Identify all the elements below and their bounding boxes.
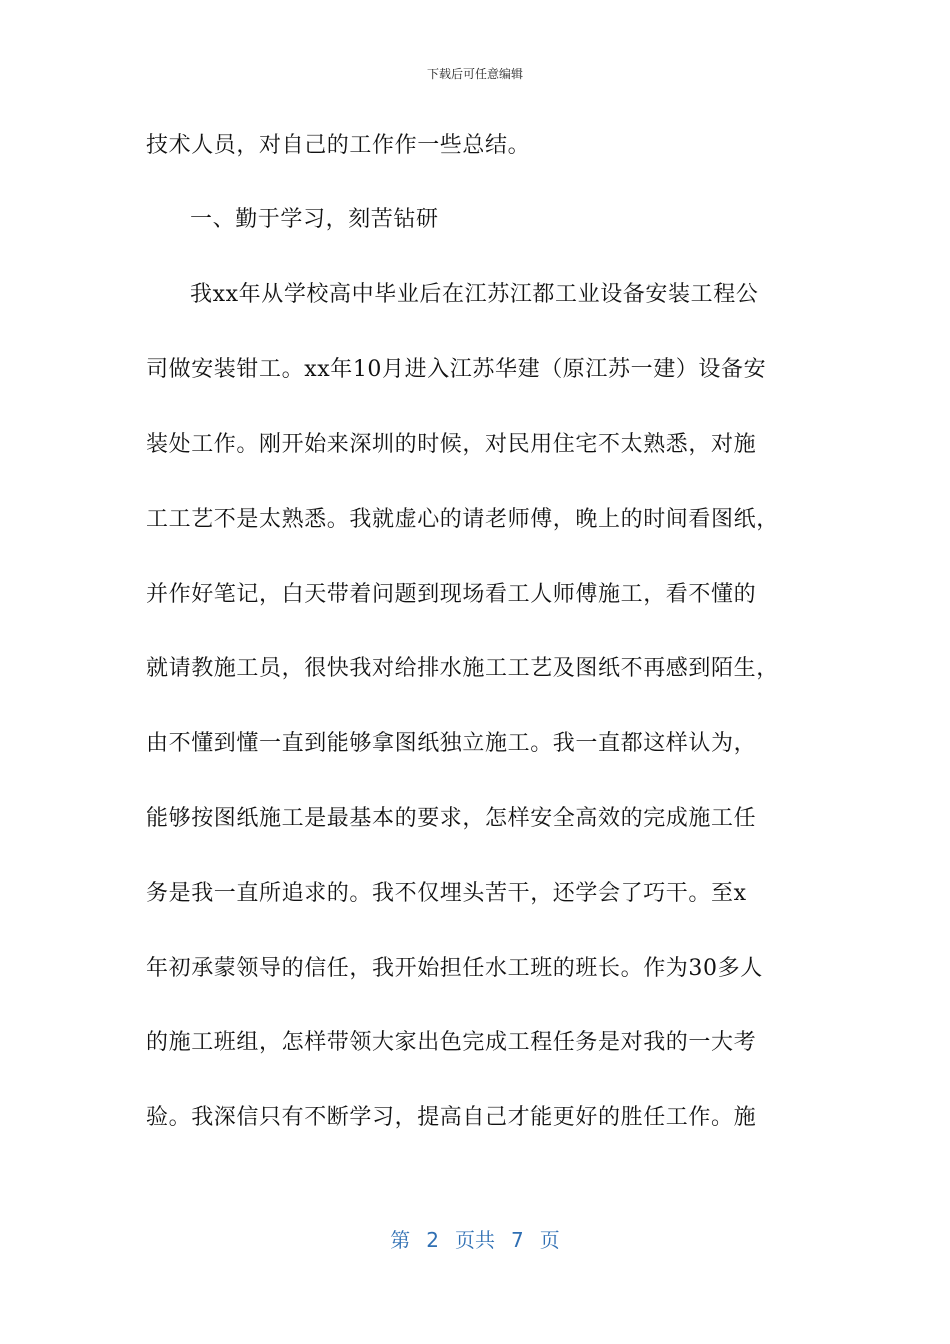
text-line: 我xx年从学校高中毕业后在江苏江都工业设备安装工程公 xyxy=(190,282,759,307)
page-suffix: 页 xyxy=(539,1228,560,1252)
text-line: 技术人员，对自己的工作作一些总结。 xyxy=(146,133,531,158)
page-prefix: 第 xyxy=(390,1228,411,1252)
page-total: 7 xyxy=(511,1228,524,1252)
text-line: 并作好笔记，白天带着问题到现场看工人师傅施工，看不懂的 xyxy=(146,582,757,607)
text-line: 验。我深信只有不断学习，提高自己才能更好的胜任工作。施 xyxy=(146,1105,757,1130)
text-line: 工工艺不是太熟悉。我就虚心的请老师傅，晚上的时间看图纸， xyxy=(146,507,779,532)
section-heading: 一、勤于学习，刻苦钻研 xyxy=(190,207,439,232)
text-line: 能够按图纸施工是最基本的要求，怎样安全高效的完成施工任 xyxy=(146,806,757,831)
text-line: 装处工作。刚开始来深圳的时候，对民用住宅不太熟悉，对施 xyxy=(146,432,757,457)
page-footer xyxy=(0,1226,950,1254)
text-line: 的施工班组，怎样带领大家出色完成工程任务是对我的一大考 xyxy=(146,1030,757,1055)
text-line: 由不懂到懂一直到能够拿图纸独立施工。我一直都这样认为， xyxy=(146,731,757,756)
text-line: 就请教施工员，很快我对给排水施工工艺及图纸不再感到陌生， xyxy=(146,656,779,681)
page-middle: 页共 xyxy=(455,1228,495,1252)
page-header: 下载后可任意编辑 xyxy=(426,67,523,81)
text-line: 年初承蒙领导的信任，我开始担任水工班的班长。作为30多人 xyxy=(146,956,763,981)
page-number: 2 xyxy=(426,1228,439,1252)
text-line: 司做安装钳工。xx年10月进入江苏华建（原江苏一建）设备安 xyxy=(146,357,767,382)
text-line: 务是我一直所追求的。我不仅埋头苦干，还学会了巧干。至x xyxy=(146,881,747,906)
